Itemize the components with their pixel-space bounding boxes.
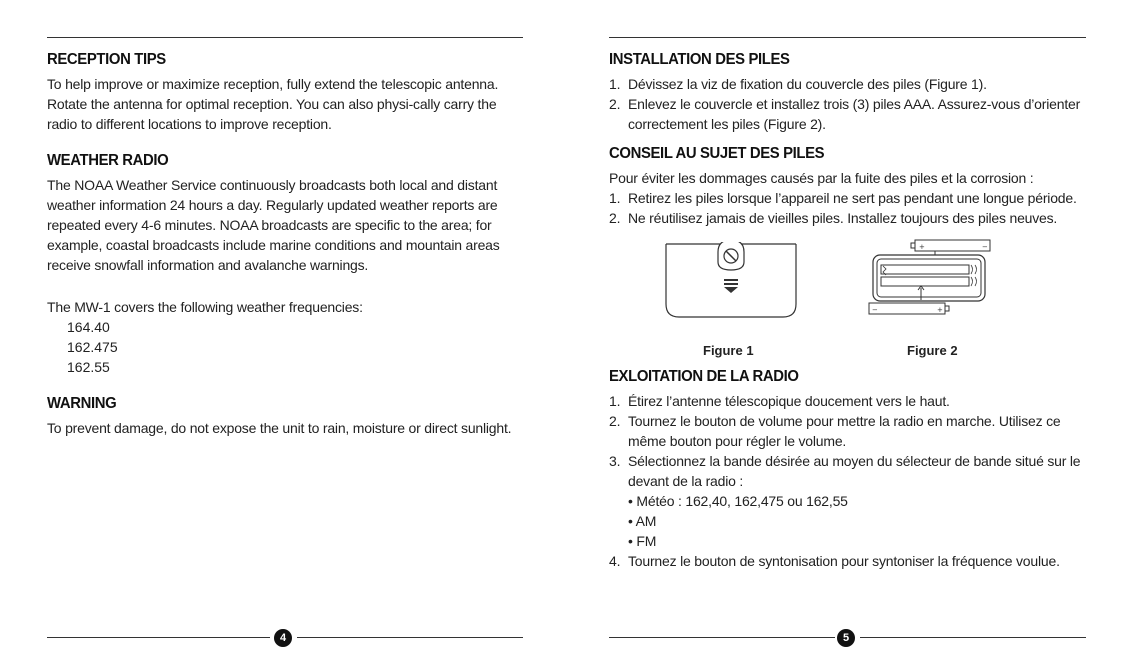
figure-2-caption: Figure 2: [907, 343, 958, 358]
list-item: 2. Ne réutilisez jamais de vieilles piles. Installez toujours des piles neuves.: [609, 210, 1058, 226]
footer-rule: [297, 637, 523, 638]
reception-tips-heading: RECEPTION TIPS: [47, 51, 166, 68]
conseil-intro: Pour éviter les dommages causés par la fuite des piles et la corrosion :: [609, 170, 1034, 186]
figure-1-caption: Figure 1: [703, 343, 754, 358]
svg-text:−: −: [872, 306, 878, 314]
band-option: • AM: [628, 513, 657, 529]
list-item: 2. Enlevez le couvercle et installez trois (3) piles AAA. Assurez-vous d’orienter correctement les piles (Figure 2).: [609, 96, 1081, 132]
footer-rule: [860, 637, 1086, 638]
page-footer: [47, 629, 523, 647]
page-number: 4: [274, 629, 292, 647]
page-footer: [609, 629, 1086, 647]
exploitation-heading: EXLOITATION DE LA RADIO: [609, 368, 799, 385]
svg-text:+: +: [937, 306, 943, 314]
warning-body: To prevent damage, do not expose the unit to rain, moisture or direct sunlight.: [47, 420, 512, 436]
battery-compartment-illustration: [865, 238, 995, 324]
exploitation-list: [609, 391, 1086, 571]
page-number: 5: [837, 629, 855, 647]
list-item: 3. Sélectionnez la bande désirée au moyen du sélecteur de bande situé sur le devant de la radio : • Météo : 162,40, 162,475 ou 162,55 • AM • FM: [609, 451, 1086, 551]
band-option: • FM: [628, 533, 657, 549]
top-rule: [47, 37, 523, 38]
installation-list: [609, 74, 1086, 134]
installation-heading: INSTALLATION DES PILES: [609, 51, 790, 68]
frequency-item: 162.55: [67, 359, 110, 375]
left-page: [47, 0, 523, 671]
list-item: 2. Tournez le bouton de volume pour mettre la radio en marche. Utilisez ce même bouton pour régler le volume.: [609, 413, 1061, 449]
top-rule: [609, 37, 1086, 38]
list-item: 4. Tournez le bouton de syntonisation pour syntoniser la fréquence voulue.: [609, 553, 1060, 569]
svg-text:−: −: [982, 243, 988, 251]
weather-radio-heading: WEATHER RADIO: [47, 152, 169, 169]
battery-cover-illustration: [663, 242, 799, 324]
battery-figures: [609, 236, 1086, 368]
right-page: [609, 0, 1086, 671]
frequency-intro: The MW-1 covers the following weather frequencies:: [47, 299, 363, 315]
frequency-item: 164.40: [67, 319, 110, 335]
reception-tips-body: To help improve or maximize reception, fully extend the telescopic antenna. Rotate the antenna for optimal reception. You can also physi-cally carry the radio to different locations to improve reception.: [47, 76, 499, 132]
list-item: 1. Étirez l’antenne télescopique doucement vers le haut.: [609, 393, 950, 409]
list-item: 1. Dévissez la viz de fixation du couvercle des piles (Figure 1).: [609, 76, 987, 92]
band-option: • Météo : 162,40, 162,475 ou 162,55: [628, 493, 848, 509]
conseil-heading: CONSEIL AU SUJET DES PILES: [609, 145, 825, 162]
svg-text:+: +: [919, 243, 925, 251]
footer-rule: [47, 637, 270, 638]
list-item: 1. Retirez les piles lorsque l’appareil ne sert pas pendant une longue période.: [609, 190, 1077, 206]
footer-rule: [609, 637, 835, 638]
weather-radio-body: The NOAA Weather Service continuously broadcasts both local and distant weather information 24 hours a day. Regularly updated weather reports are repeated every 4-6 minutes. NOAA broadcasts are specific to the area; for example, coastal broadcasts include marine conditions and mountain areas receive snowfall information and avalanche warnings.: [47, 177, 500, 273]
warning-heading: WARNING: [47, 395, 117, 412]
conseil-list: [609, 188, 1086, 228]
frequency-item: 162.475: [67, 339, 118, 355]
